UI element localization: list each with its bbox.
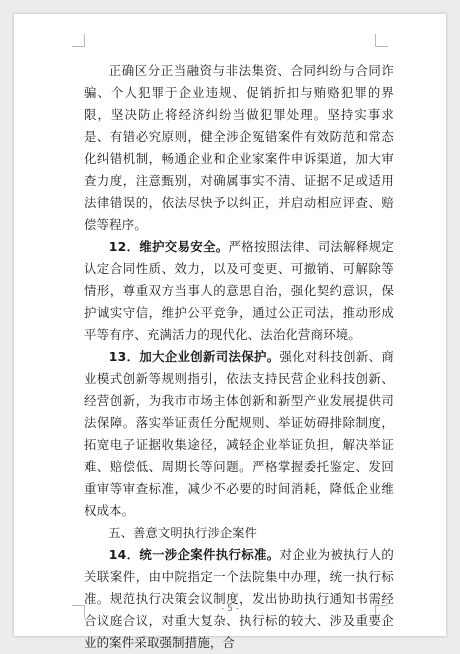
crop-mark-top-left bbox=[72, 34, 85, 47]
paragraph-12-title: 12．维护交易安全。 bbox=[108, 239, 229, 254]
paragraph-12-text: 严格按照法律、司法解释规定认定合同性质、效力，以及可变更、可撤销、可解除等情形，尊重双方当事人的意思自治，强化契约意识，保护诚实守信，维护公平竞争，通过公正司法，推动形成平等有序、充满活力的现代化、法治化营商环境。 bbox=[84, 239, 394, 342]
section-heading-5: 五、善意文明执行涉企案件 bbox=[108, 526, 258, 540]
crop-mark-top-right bbox=[375, 34, 388, 47]
document-page bbox=[14, 14, 446, 650]
paragraph-14-title: 14．统一涉企案件执行标准。 bbox=[108, 547, 280, 562]
paragraph-14 bbox=[84, 544, 394, 654]
paragraph-13-text: 强化对科技创新、商业模式创新等规则指引，依法支持民营企业科技创新、经营创新，为我市市场主体创新和新型产业发展提供司法保障。落实举证责任分配规则、举证妨碍排除制度，拓宽电子证据收集途径，减轻企业举证负担，解决举证难、赔偿低、周期长等问题。严格掌握委托鉴定、发回重审等审查标准，减少不必要的时间消耗，降低企业维权成本。 bbox=[84, 349, 394, 518]
paragraph-13-title: 13．加大企业创新司法保护。 bbox=[108, 349, 280, 364]
page-number: - 5 - bbox=[221, 604, 239, 614]
paragraph-13 bbox=[84, 346, 394, 522]
document-body bbox=[84, 60, 394, 654]
paragraph-continuation: 正确区分正当融资与非法集资、合同纠纷与合同诈骗、个人犯罪于企业违规、促销折扣与贿赂犯罪的界限，坚决防止将经济纠纷当做犯罪处理。坚持实事求是、有错必究原则，健全涉企冤错案件有效防范和常态化纠错机制，畅通企业和企业家案件申诉渠道，加大审查力度，注意甄别，对确属事实不清、证据不足或适用法律错误的，依法尽快予以纠正，并启动相应评查、赔偿等程序。 bbox=[84, 63, 394, 232]
paragraph-12 bbox=[84, 236, 394, 346]
paragraph-14-text: 对企业为被执行人的关联案件，由中院指定一个法院集中办理，统一执行标准。规范执行决策会议制度，发出协助执行通知书需经合议庭合议，对重大复杂、执行标的较大、涉及重要企业的案件采取强制措施，合 bbox=[84, 547, 394, 650]
